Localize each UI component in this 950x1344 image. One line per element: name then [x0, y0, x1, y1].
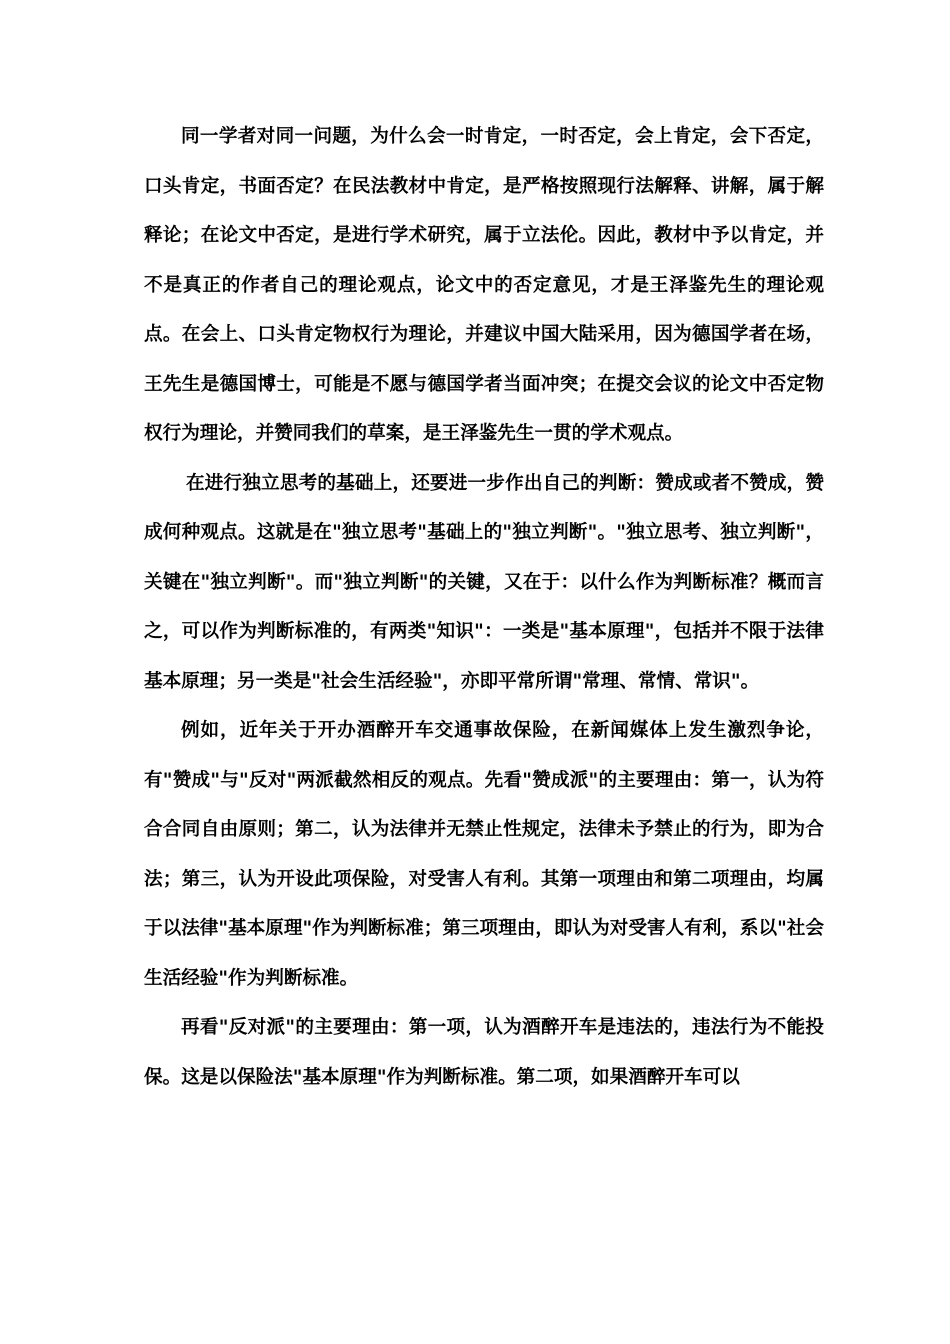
- paragraph-1: 同一学者对同一问题，为什么会一时肯定，一时否定，会上肯定，会下否定，口头肯定，书面否定？在民法教材中肯定，是严格按照现行法解释、讲解，属于解释论；在论文中否定，是进行学术研究，属于立法伦。因此，教材中予以肯定，并不是真正的作者自己的理论观点，论文中的否定意见，才是王泽鉴先生的理论观点。在会上、口头肯定物权行为理论，并建议中国大陆采用，因为德国学者在场，王先生是德国博士，可能是不愿与德国学者当面冲突；在提交会议的论文中否定物权行为理论，并赞同我们的草案，是王泽鉴先生一贯的学术观点。: [144, 126, 824, 444]
- paragraph-4: 再看"反对派"的主要理由：第一项，认为酒醉开车是违法的，违法行为不能投保。这是以保险法"基本原理"作为判断标准。第二项，如果酒醉开车可以: [144, 1017, 824, 1088]
- paragraph-2: 在进行独立思考的基础上，还要进一步作出自己的判断：赞成或者不赞成，赞成何种观点。这就是在"独立思考"基础上的"独立判断"。"独立思考、独立判断"，关键在"独立判断"。而"独立判断"的关键，又在于：以什么作为判断标准？概而言之，可以作为判断标准的，有两类"知识"：一类是"基本原理"，包括并不限于法律基本原理；另一类是"社会生活经验"，亦即平常所谓"常理、常情、常识"。: [144, 472, 824, 692]
- paragraph-3: 例如，近年关于开办酒醉开车交通事故保险，在新闻媒体上发生激烈争论，有"赞成"与"反对"两派截然相反的观点。先看"赞成派"的主要理由：第一，认为符合合同自由原则；第二，认为法律并无禁止性规定，法律未予禁止的行为，即为合法；第三，认为开设此项保险，对受害人有利。其第一项理由和第二项理由，均属于以法律"基本原理"作为判断标准；第三项理由，即认为对受害人有利，系以"社会生活经验"作为判断标准。: [144, 720, 824, 989]
- document-body: [144, 112, 824, 1102]
